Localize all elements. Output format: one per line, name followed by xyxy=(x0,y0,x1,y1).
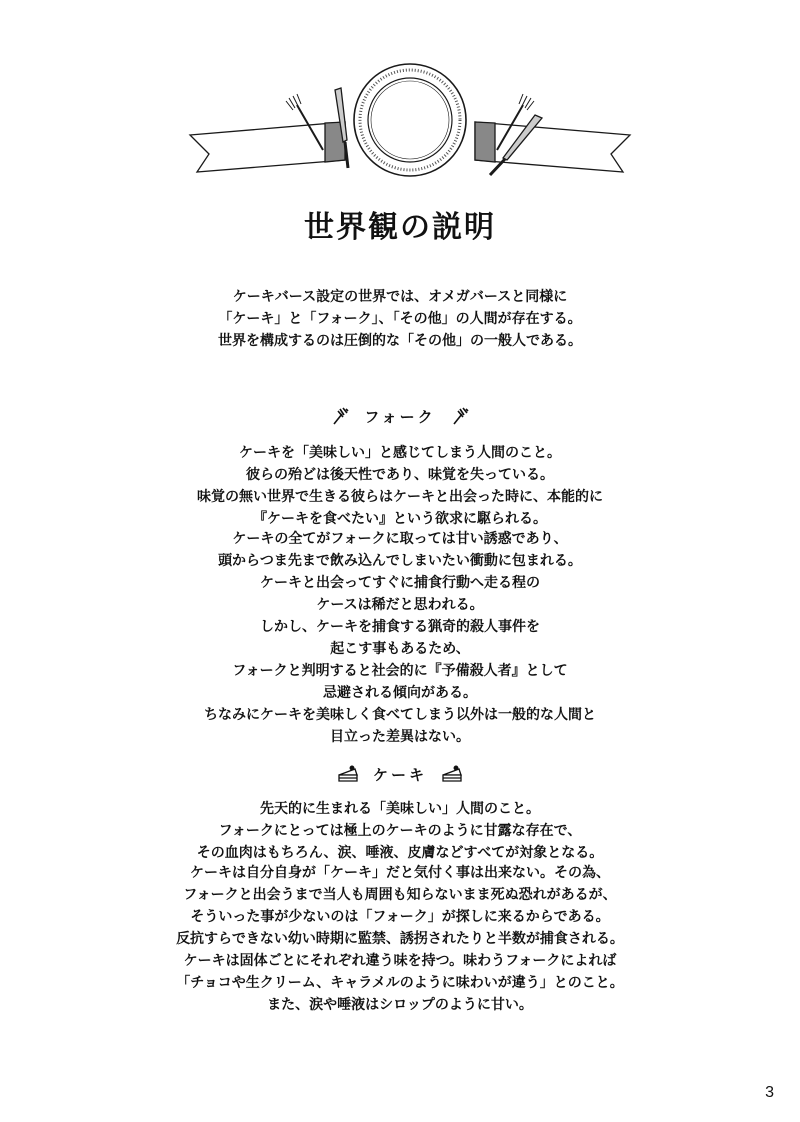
fork-icon xyxy=(330,406,350,426)
text-line: フォークと出会うまで当人も周囲も知らないまま死ぬ恐れがあるが、 xyxy=(183,887,617,903)
text-line: 頭からつま先まで飲み込んでしまいたい衝動に包まれる。 xyxy=(218,553,582,569)
text-line: その血肉はもちろん、涙、唾液、皮膚などすべてが対象となる。 xyxy=(196,845,604,861)
fork-heading-label: フォーク xyxy=(364,407,436,426)
text-line: フォークと判明すると社会的に『予備殺人者』として xyxy=(232,663,568,679)
plate-ribbon-emblem xyxy=(185,60,635,200)
text-line: 起こす事もあるため、 xyxy=(330,641,470,657)
fork-section-heading xyxy=(0,404,800,428)
text-line: しかし、ケーキを捕食する猟奇的殺人事件を xyxy=(260,619,540,635)
text-line: ケーキを「美味しい」と感じてしまう人間のこと。 xyxy=(239,445,561,461)
text-line: 味覚の無い世界で生きる彼らはケーキと出会った時に、本能的に xyxy=(197,489,603,505)
text-line: ケースは稀だと思われる。 xyxy=(316,597,484,613)
text-line: ちなみにケーキを美味しく食べてしまう以外は一般的な人間と xyxy=(204,707,596,723)
cake-paragraph-1 xyxy=(0,798,800,864)
text-line: そういった事が少ないのは「フォーク」が探しに来るからである。 xyxy=(190,909,610,925)
fork-paragraph-1 xyxy=(0,442,800,530)
text-line: 『ケーキを食べたい』という欲求に駆られる。 xyxy=(253,511,547,527)
fork-paragraph-2 xyxy=(0,528,800,748)
text-line: 「ケーキ」と「フォーク」、「その他」の人間が存在する。 xyxy=(218,311,582,327)
fork-icon xyxy=(450,406,470,426)
text-line: 彼らの殆どは後天性であり、味覚を失っている。 xyxy=(246,467,554,483)
cake-heading-label: ケーキ xyxy=(372,765,427,784)
text-line: 「チョコや生クリーム、キャラメルのように味わいが違う」とのこと。 xyxy=(176,975,624,991)
cake-paragraph-3 xyxy=(0,950,800,1016)
page-title: 世界観の説明 xyxy=(304,210,496,245)
page-number: 3 xyxy=(765,1084,774,1101)
text-line: ケーキと出会ってすぐに捕食行動へ走る程の xyxy=(260,575,540,591)
cake-section-heading xyxy=(0,762,800,786)
text-line: 目立った差異はない。 xyxy=(330,729,470,745)
text-line: ケーキバース設定の世界では、オメガバースと同様に xyxy=(232,289,568,305)
cake-slice-icon xyxy=(441,765,463,783)
text-line: また、涙や唾液はシロップのように甘い。 xyxy=(267,997,533,1013)
intro-paragraph xyxy=(0,286,800,352)
text-line: 反抗すらできない幼い時期に監禁、誘拐されたりと半数が捕食される。 xyxy=(176,931,624,947)
text-line: ケーキの全てがフォークに取っては甘い誘惑であり、 xyxy=(232,531,568,547)
cake-slice-icon xyxy=(337,765,359,783)
text-line: ケーキは自分自身が「ケーキ」だと気付く事は出来ない。その為、 xyxy=(190,865,610,881)
text-line: 忌避される傾向がある。 xyxy=(323,685,477,701)
text-line: フォークにとっては極上のケーキのように甘露な存在で、 xyxy=(218,823,582,839)
text-line: 先天的に生まれる「美味しい」人間のこと。 xyxy=(260,801,540,817)
text-line: 世界を構成するのは圧倒的な「その他」の一般人である。 xyxy=(218,333,582,349)
cake-paragraph-2 xyxy=(0,862,800,950)
text-line: ケーキは固体ごとにそれぞれ違う味を持つ。味わうフォークによれば xyxy=(183,953,617,969)
